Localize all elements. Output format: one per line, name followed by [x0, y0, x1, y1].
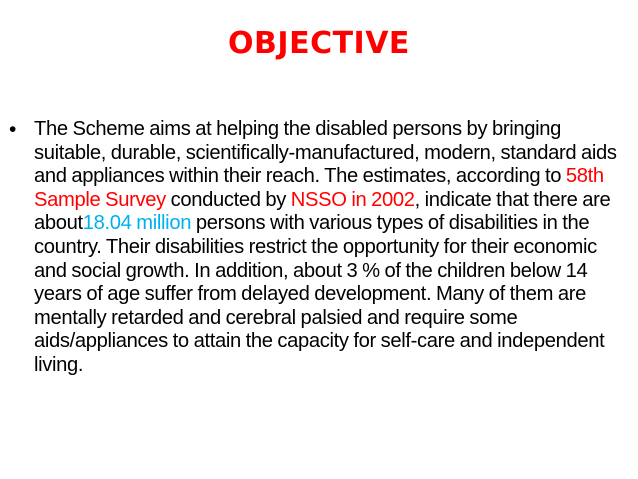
highlight-million: 18.04 million [82, 212, 192, 235]
highlight-nsso: NSSO in 2002 [290, 188, 415, 211]
paragraph-text-2: conducted by [165, 188, 291, 211]
slide-title: OBJECTIVE [228, 26, 410, 61]
objective-paragraph [34, 118, 632, 378]
paragraph-text-1: The Scheme aims at helping the disabled persons by bringing suitable, durable, scientifically-manufactured, modern, standard aids and appliances within their reach. The estimates, according to [34, 118, 617, 188]
bullet-icon: • [9, 118, 17, 141]
highlight-sample-survey: 58th Sample Survey [34, 165, 604, 211]
paragraph-text-3: , indicate that there are about [34, 188, 611, 235]
paragraph-text-4: persons with various types of disabilities in the country. Their disabilities restrict the opportunity for their economic and social growth. In addition, about 3 % of the children below 14 years of age suffer from delayed development. Many of them are mentally retarded and cerebral palsied and require some aids/appliances to attain the capacity for self-care and independent living. [34, 212, 605, 376]
